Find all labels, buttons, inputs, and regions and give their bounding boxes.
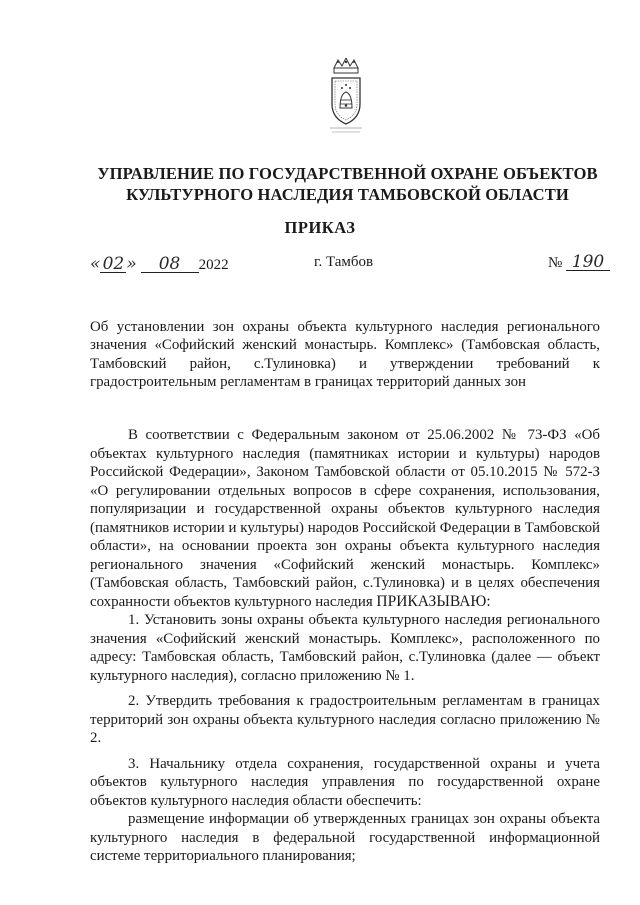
organization-name-line-2: КУЛЬТУРНОГО НАСЛЕДИЯ ТАМБОВСКОЙ ОБЛАСТИ	[126, 185, 569, 204]
date-month: 08	[141, 256, 199, 273]
order-city: г. Тамбов	[314, 254, 374, 270]
order-number-prefix: №	[547, 255, 563, 271]
date-open-quote: «	[90, 254, 101, 274]
coat-of-arms-icon	[326, 58, 366, 144]
date-year: 2022	[198, 257, 229, 273]
order-item-1: 1. Установить зоны охраны объекта культурного наследия регионального значения «Софийский женский монастырь. Комплекс», расположенного по адресу: Тамбовская область, Тамбовский район, с.Тулиновка (далее — объект культурного наследия), согласно приложению № 1.	[90, 612, 600, 684]
preamble-paragraph	[90, 426, 600, 611]
order-item-3: 3. Начальнику отдела сохранения, государственной охраны и учета объектов культурного наследия управления по государственной охране объектов культурного наследия области обеспечить:	[90, 755, 600, 809]
order-subject: Об установлении зон охраны объекта культурного наследия регионального значения «Софийский женский монастырь. Комплекс» (Тамбовская область, Тамбовский район, с.Тулиновка) и утверждении требований к градостроительным регламентам в границах территорий данных зон	[90, 319, 600, 391]
order-item-3-subitem-1: размещение информации об утвержденных границах зон охраны объекта культурного наследия в федеральной государственной информационной системе территориального планирования;	[90, 811, 600, 864]
order-word: ПРИКАЗЫВАЮ:	[376, 592, 491, 610]
order-date	[90, 254, 229, 274]
order-item-2: 2. Утвердить требования к градостроительным регламентам в границах территорий зон охраны объекта культурного наследия согласно приложению № 2.	[90, 693, 600, 746]
document-type-title: ПРИКАЗ	[284, 218, 356, 237]
organization-name-line-1: УПРАВЛЕНИЕ ПО ГОСУДАРСТВЕННОЙ ОХРАНЕ ОБЪЕКТОВ	[97, 164, 598, 183]
order-number-value: 190	[566, 254, 610, 271]
preamble-text: В соответствии с Федеральным законом от 25.06.2002 № 73-ФЗ «Об объектах культурного наследия (памятниках истории и культуры) народов Российской Федерации», Законом Тамбовской области от 05.10.2015 № 572-З «О регулировании отдельных вопросов в сфере сохранения, использования, популяризации и государственной охраны объектов культурного наследия (памятников истории и культуры) народов Российской Федерации в Тамбовской области», на основании проекта зон охраны объекта культурного наследия регионального значения «Софийский женский монастырь. Комплекс» (Тамбовская область, Тамбовский район, с.Тулиновка) и в целях обеспечения сохранности объектов культурного наследия	[90, 427, 600, 610]
order-number	[548, 254, 610, 272]
order-meta-row	[90, 254, 610, 280]
order-body	[90, 426, 600, 866]
date-close-quote: »	[126, 254, 137, 274]
organization-name	[70, 163, 625, 205]
date-day: 02	[100, 256, 126, 273]
